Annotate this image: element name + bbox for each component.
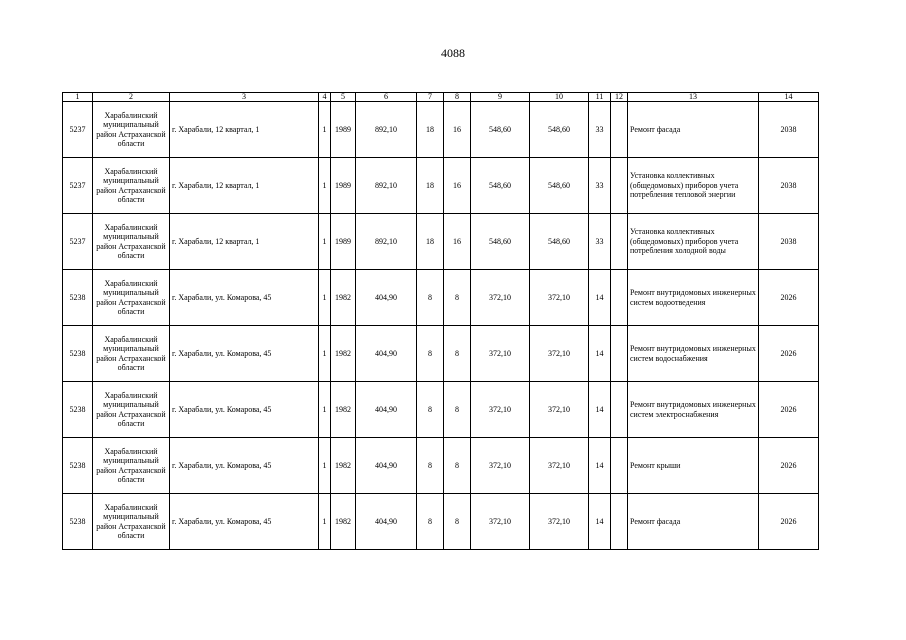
column-number: 5 [331,93,356,102]
year-cell: 1989 [331,158,356,214]
column-number: 11 [589,93,611,102]
col12-cell [611,382,628,438]
year-cell: 1982 [331,382,356,438]
house-number-cell: 5238 [63,326,93,382]
repair-year-cell: 2026 [759,494,819,550]
residential-area-cell: 548,60 [471,214,530,270]
work-type-cell: Ремонт внутридомовых инженерных систем электроснабжения [628,382,759,438]
col7-cell: 8 [417,382,444,438]
residents-cell: 33 [589,102,611,158]
col8-cell: 16 [444,102,471,158]
col4-cell: 1 [319,214,331,270]
column-numbers-row [63,93,819,102]
residential-area-cell: 372,10 [471,326,530,382]
residential-area-cell: 372,10 [471,270,530,326]
residential-area-cell: 372,10 [471,382,530,438]
private-area-cell: 548,60 [530,214,589,270]
house-number-cell: 5238 [63,382,93,438]
district-cell: Харабалинский муниципальный район Астраханской области [93,158,170,214]
address-cell: г. Харабали, ул. Комарова, 45 [170,270,319,326]
residents-cell: 14 [589,270,611,326]
col7-cell: 8 [417,494,444,550]
col12-cell [611,270,628,326]
district-cell: Харабалинский муниципальный район Астраханской области [93,270,170,326]
column-number: 9 [471,93,530,102]
col12-cell [611,102,628,158]
repair-year-cell: 2026 [759,270,819,326]
total-area-cell: 892,10 [356,158,417,214]
column-number: 13 [628,93,759,102]
year-cell: 1982 [331,326,356,382]
col7-cell: 18 [417,102,444,158]
col7-cell: 18 [417,214,444,270]
total-area-cell: 404,90 [356,270,417,326]
residential-area-cell: 372,10 [471,438,530,494]
total-area-cell: 892,10 [356,214,417,270]
col12-cell [611,494,628,550]
col12-cell [611,158,628,214]
table-row [63,102,819,158]
repair-year-cell: 2038 [759,214,819,270]
residential-area-cell: 548,60 [471,102,530,158]
house-number-cell: 5238 [63,494,93,550]
table-row [63,214,819,270]
col4-cell: 1 [319,102,331,158]
district-cell: Харабалинский муниципальный район Астраханской области [93,494,170,550]
repair-year-cell: 2026 [759,382,819,438]
col7-cell: 8 [417,326,444,382]
total-area-cell: 892,10 [356,102,417,158]
work-type-cell: Ремонт крыши [628,438,759,494]
col7-cell: 8 [417,270,444,326]
address-cell: г. Харабали, ул. Комарова, 45 [170,438,319,494]
col4-cell: 1 [319,382,331,438]
column-number: 4 [319,93,331,102]
col8-cell: 8 [444,270,471,326]
table-row [63,326,819,382]
total-area-cell: 404,90 [356,326,417,382]
column-number: 8 [444,93,471,102]
table-row [63,494,819,550]
residents-cell: 33 [589,214,611,270]
table-row [63,158,819,214]
table-row [63,270,819,326]
private-area-cell: 548,60 [530,102,589,158]
work-type-cell: Установка коллективных (общедомовых) приборов учета потребления тепловой энергии [628,158,759,214]
year-cell: 1989 [331,102,356,158]
work-type-cell: Ремонт внутридомовых инженерных систем водоотведения [628,270,759,326]
page-number: 4088 [441,46,465,60]
column-number: 1 [63,93,93,102]
col8-cell: 8 [444,326,471,382]
house-number-cell: 5238 [63,438,93,494]
repair-schedule-table [62,92,819,550]
private-area-cell: 372,10 [530,326,589,382]
col7-cell: 18 [417,158,444,214]
column-number: 2 [93,93,170,102]
col8-cell: 16 [444,158,471,214]
district-cell: Харабалинский муниципальный район Астраханской области [93,326,170,382]
work-type-cell: Ремонт фасада [628,102,759,158]
col8-cell: 16 [444,214,471,270]
repair-year-cell: 2026 [759,326,819,382]
col4-cell: 1 [319,270,331,326]
column-number: 7 [417,93,444,102]
residential-area-cell: 548,60 [471,158,530,214]
work-type-cell: Ремонт внутридомовых инженерных систем водоснабжения [628,326,759,382]
residents-cell: 14 [589,382,611,438]
private-area-cell: 372,10 [530,382,589,438]
column-number: 6 [356,93,417,102]
house-number-cell: 5238 [63,270,93,326]
residents-cell: 14 [589,438,611,494]
column-number: 12 [611,93,628,102]
house-number-cell: 5237 [63,102,93,158]
year-cell: 1982 [331,494,356,550]
private-area-cell: 548,60 [530,158,589,214]
address-cell: г. Харабали, ул. Комарова, 45 [170,494,319,550]
total-area-cell: 404,90 [356,438,417,494]
col12-cell [611,326,628,382]
col8-cell: 8 [444,494,471,550]
col8-cell: 8 [444,382,471,438]
district-cell: Харабалинский муниципальный район Астраханской области [93,438,170,494]
private-area-cell: 372,10 [530,494,589,550]
address-cell: г. Харабали, 12 квартал, 1 [170,102,319,158]
column-number: 14 [759,93,819,102]
residents-cell: 33 [589,158,611,214]
col4-cell: 1 [319,158,331,214]
house-number-cell: 5237 [63,214,93,270]
address-cell: г. Харабали, 12 квартал, 1 [170,214,319,270]
total-area-cell: 404,90 [356,494,417,550]
col4-cell: 1 [319,494,331,550]
total-area-cell: 404,90 [356,382,417,438]
work-type-cell: Ремонт фасада [628,494,759,550]
address-cell: г. Харабали, 12 квартал, 1 [170,158,319,214]
private-area-cell: 372,10 [530,438,589,494]
residential-area-cell: 372,10 [471,494,530,550]
year-cell: 1989 [331,214,356,270]
col8-cell: 8 [444,438,471,494]
col12-cell [611,438,628,494]
address-cell: г. Харабали, ул. Комарова, 45 [170,382,319,438]
col12-cell [611,214,628,270]
work-type-cell: Установка коллективных (общедомовых) приборов учета потребления холодной воды [628,214,759,270]
house-number-cell: 5237 [63,158,93,214]
column-number: 3 [170,93,319,102]
residents-cell: 14 [589,326,611,382]
district-cell: Харабалинский муниципальный район Астраханской области [93,102,170,158]
table-row [63,438,819,494]
residents-cell: 14 [589,494,611,550]
private-area-cell: 372,10 [530,270,589,326]
col7-cell: 8 [417,438,444,494]
district-cell: Харабалинский муниципальный район Астраханской области [93,214,170,270]
year-cell: 1982 [331,270,356,326]
col4-cell: 1 [319,438,331,494]
repair-year-cell: 2038 [759,102,819,158]
table-row [63,382,819,438]
repair-year-cell: 2026 [759,438,819,494]
col4-cell: 1 [319,326,331,382]
year-cell: 1982 [331,438,356,494]
repair-year-cell: 2038 [759,158,819,214]
column-number: 10 [530,93,589,102]
district-cell: Харабалинский муниципальный район Астраханской области [93,382,170,438]
address-cell: г. Харабали, ул. Комарова, 45 [170,326,319,382]
